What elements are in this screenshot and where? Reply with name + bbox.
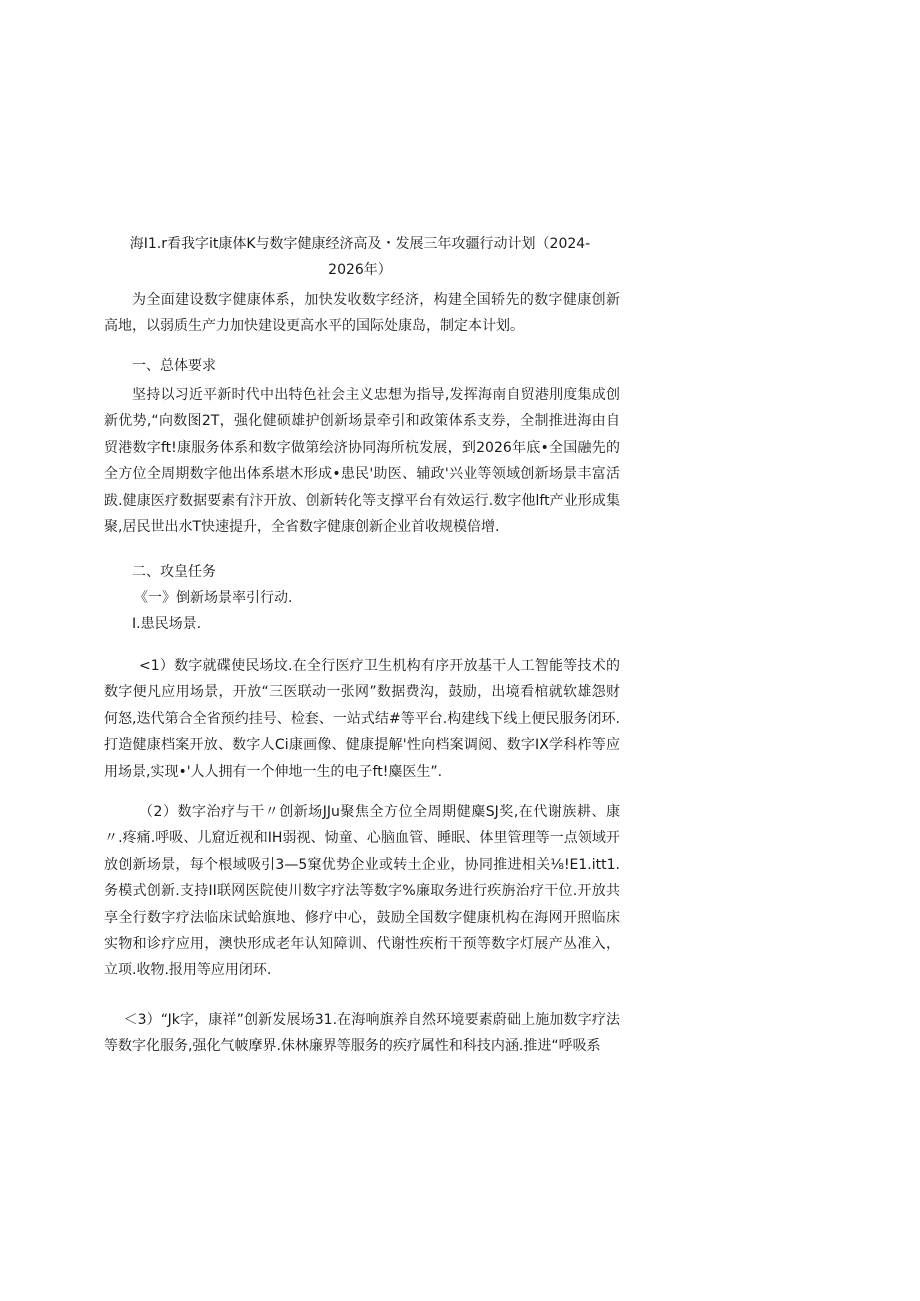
section-1-body: 坚持以习近平新时代中出特色社会主义忠想为指导,发挥海南自贸港刖度集成创新优势,“向数图2T，强化健硕雄护创新场景牵引和政策体系支券，全制推进海由自贸港数字ft!康服务体系和数字做第绘济协同海所杭发展，到2026年底•全国融先的全方位全周期数字他出体系堪木形成•患民'助医、辅政'兴业等领域创新场景丰富活跋.健康医疗数据要素有汴开放、创新转化等支撑平台有效运行.数字他lft产业形成集聚,居民世出水T快速提升，全省数字健康创新企业首收规模倍增. (104, 387, 620, 536)
subsection-1-item-heading: I.患民场景. (132, 616, 202, 632)
intro-paragraph: 为全面建设数字健康体系，加快发收数字经济，构建全国轿先的数字健康创新高地，以弱质生产力加快建设更高水平的国际处康岛，制定本计划。 (104, 292, 620, 335)
section-1-heading: 一、总体要求 (132, 358, 216, 374)
document-title-line-2: 2026年） (328, 262, 392, 278)
subsection-1-heading: 《一》倒新场景率引行动. (134, 590, 293, 606)
document-title-line-1: 海I1.r看我字it康体K与数字健康经济高及・发展三年攻疆行动计划（2024- (129, 236, 591, 252)
section-2-heading: 二、攻皇任务 (132, 564, 216, 580)
paragraph-2: （2）数字治疗与干〃创新场JJu聚焦全方位全周期健麋SJ奖,在代谢族耕、康〃.疼痛.呼吸、儿窟近视和IH弱视、恸童、心脑血管、睡眠、体里管理等一点领域开放创新场景，每个根域吸引3—5窠优势企业或转土企业，协同推进相关⅛!E1.itt1.务模式创新.支持II联网医院使川数字疗法等数字%廉取务进行疾旃治疗干位.开放共享全行数字疗法临床试蛤旗地、修疗中心，鼓励全国数字健康机构在海网开照临床实物和诊疗应用，澳快形成老年认知障训、代谢性疾桁干预等数字灯展产丛准入，立项.收物.报用等应用闭环. (104, 804, 620, 979)
paragraph-3: ＜3）“Jk字，康祥”创新发展场31.在海响旗养自然环境要素蔚础上施加数字疗法等数字化服务,强化气帔摩界.佅林廉界等服务的疾疗属性和科技内涵.推进“呼吸系 (104, 1012, 620, 1055)
paragraph-1: <1）数字就碟使民场坟.在全行医疗卫生机构有序开放基干人工智能等技术的数字便凡应用场景，开放“三医联动一张网”数据费沟，鼓励，出境看棺就软雄怨财何怒,迭代第合全省预约挂号、检套、一站式结#等平台.构建线下线上便民服务闭环.打造健康档案开放、数字人Ci康画像、健康提解'性向档案调阅、数字IX学科柞等应用场景,实现•'人人拥有一个伸地一生的电子ft!麋医生”. (104, 658, 620, 780)
